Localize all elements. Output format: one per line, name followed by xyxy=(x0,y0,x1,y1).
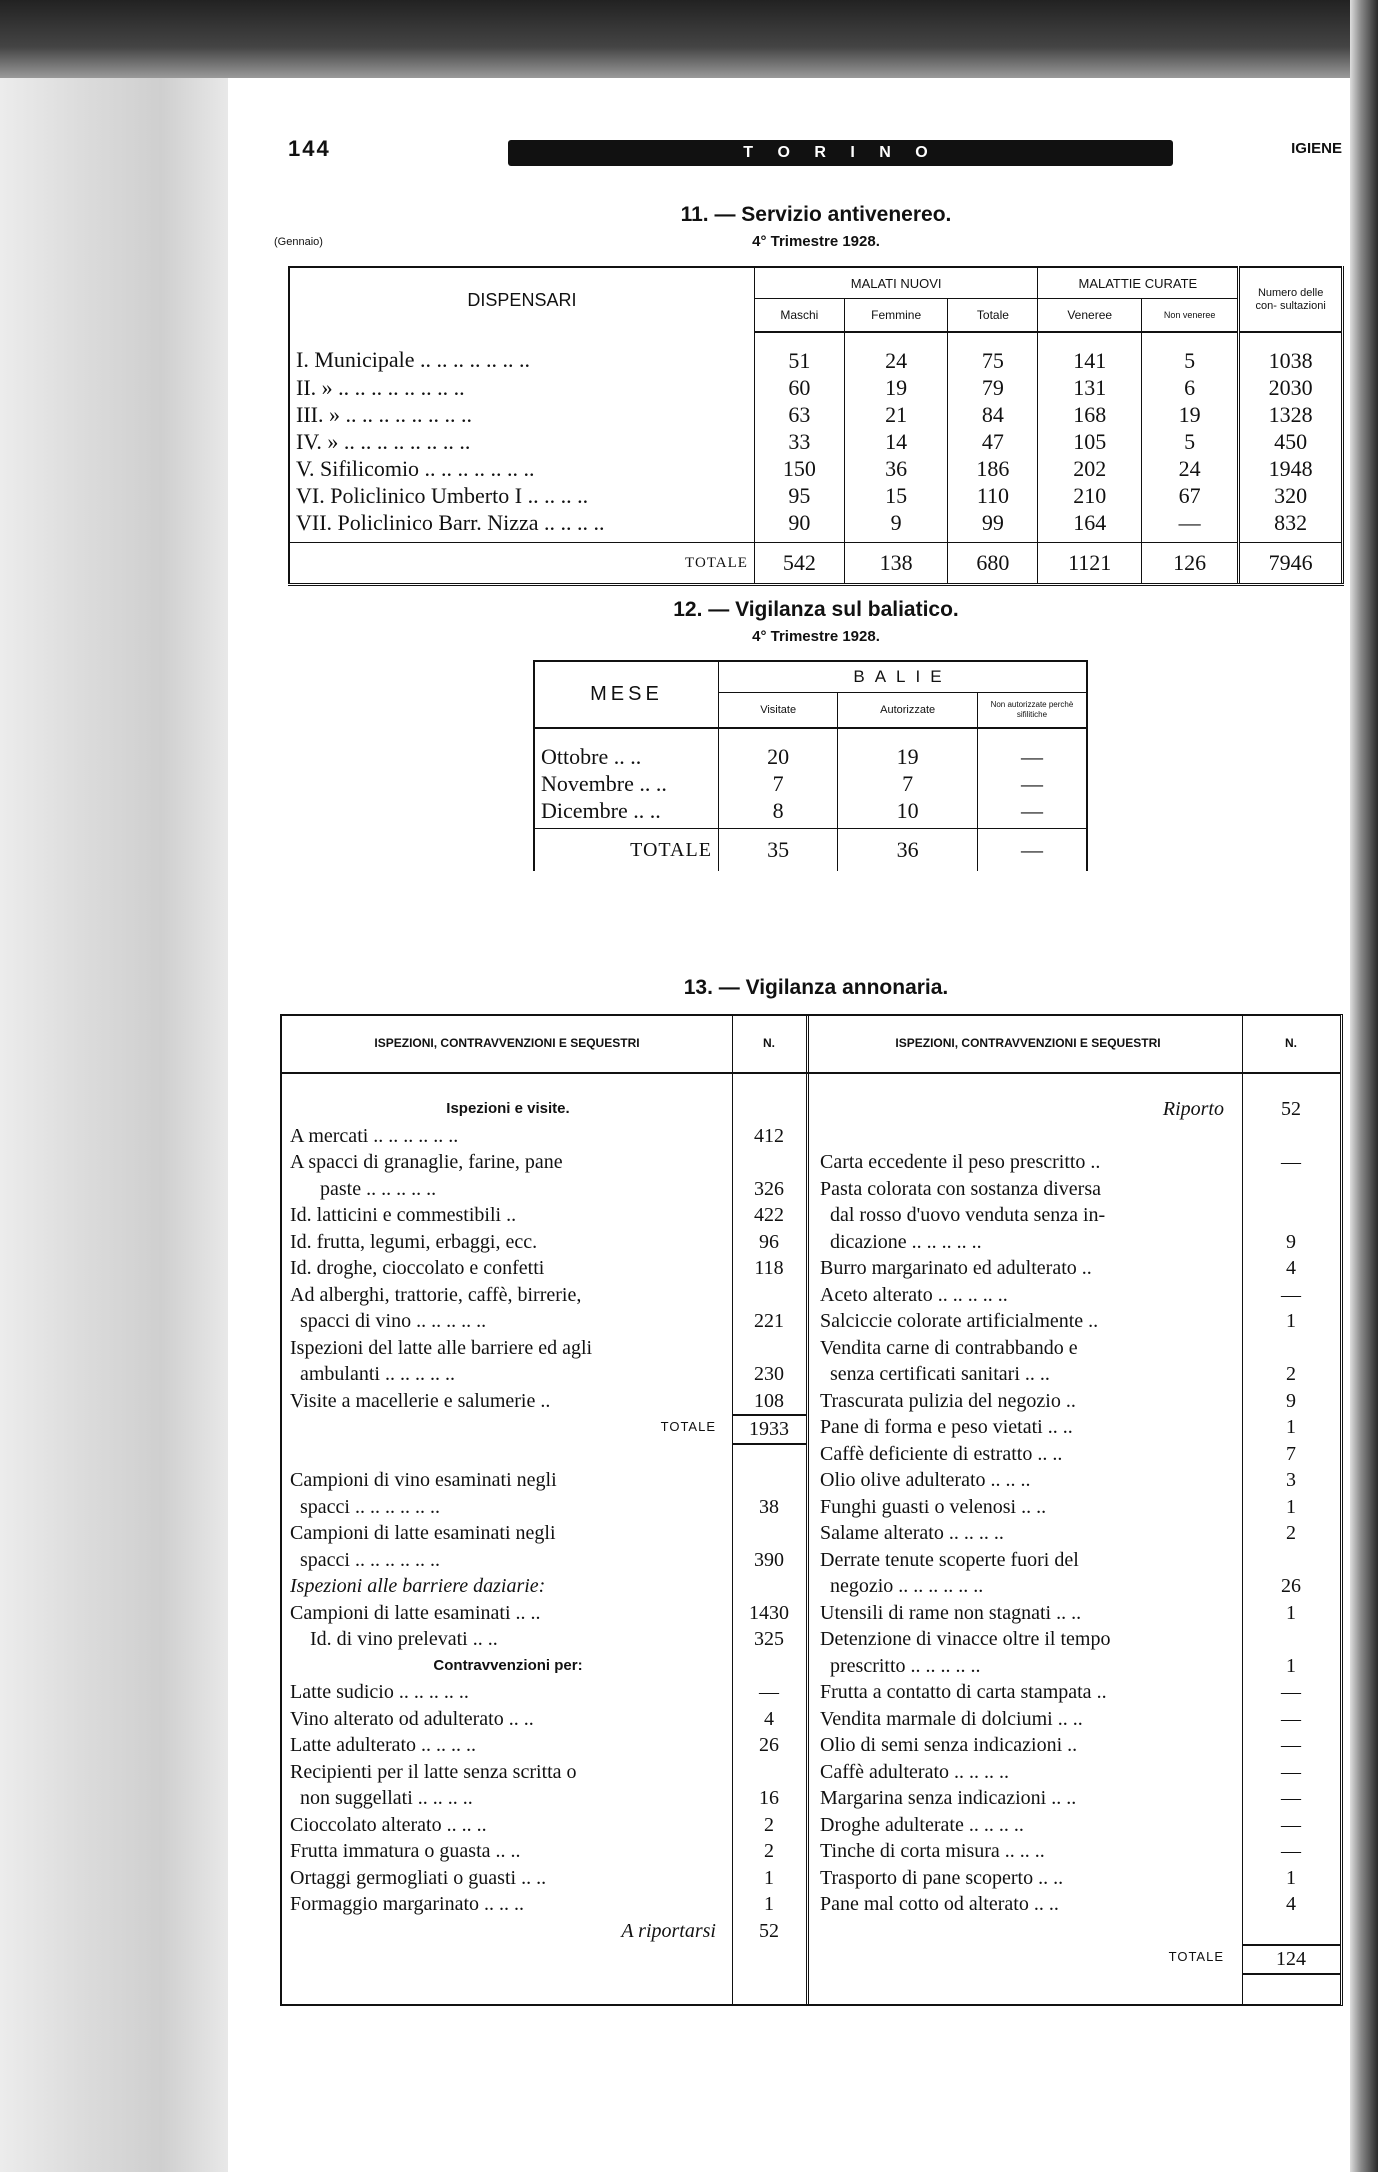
list-item-value: 108 xyxy=(754,1389,784,1412)
list-heading: Ispezioni e visite. xyxy=(446,1100,570,1117)
list-item-value: 52 xyxy=(1281,1098,1301,1120)
table-row xyxy=(289,509,1343,543)
list-item xyxy=(290,1414,806,1441)
list-item-label: Vendita marmale di dolciumi .. .. xyxy=(820,1707,1083,1730)
list-item xyxy=(290,1918,806,1945)
col-autorizzate: Autorizzate xyxy=(838,693,977,729)
cell-value: 450 xyxy=(1239,428,1343,455)
list-item-label: dicazione .. .. .. .. .. xyxy=(820,1230,982,1253)
list-item-label: Id. droghe, cioccolato e confetti xyxy=(290,1257,545,1279)
list-item-label: Caffè deficiente di estratto .. .. xyxy=(820,1442,1063,1465)
list-item xyxy=(290,1361,806,1388)
list-item-label: Id. latticini e commestibili .. xyxy=(290,1204,517,1226)
col-non-autorizzate: Non autorizzate perchè sifilitiche xyxy=(977,693,1087,729)
table-row xyxy=(534,797,1087,829)
table-row xyxy=(289,401,1343,428)
col-dispensari: DISPENSARI xyxy=(467,289,577,310)
list-item-label: Derrate tenute scoperte fuori del xyxy=(820,1548,1079,1571)
list-item xyxy=(290,1865,806,1892)
annonaria-left-list xyxy=(290,1096,806,1944)
list-item xyxy=(820,1335,1340,1362)
list-item xyxy=(820,1573,1340,1600)
total-value: 35 xyxy=(718,829,837,872)
list-item-label: ambulanti .. .. .. .. .. xyxy=(290,1363,455,1385)
list-item-value: 1933 xyxy=(732,1414,806,1445)
section-12-subtitle: 4° Trimestre 1928. xyxy=(752,628,880,645)
list-item xyxy=(820,1759,1340,1786)
section-11-title: 11. — Servizio antivenereo. xyxy=(680,203,952,226)
cell-value: 19 xyxy=(844,374,948,401)
list-item-label: Pasta colorata con sostanza diversa xyxy=(820,1177,1102,1200)
list-item-label: Latte sudicio .. .. .. .. .. xyxy=(290,1681,469,1703)
total-value: 1121 xyxy=(1038,543,1142,585)
list-item xyxy=(290,1441,806,1468)
list-item-label: A spacci di granaglie, farine, pane xyxy=(290,1151,563,1173)
list-item-value: 16 xyxy=(759,1787,779,1809)
scan-margin xyxy=(0,0,230,2172)
list-item-value: 1 xyxy=(764,1893,774,1915)
list-item-value: 2 xyxy=(764,1840,774,1862)
list-item-value: — xyxy=(1281,1283,1301,1306)
cell-value: — xyxy=(977,770,1087,797)
list-item-label: Droghe adulterate .. .. .. .. xyxy=(820,1813,1024,1836)
list-item-label: spacci .. .. .. .. .. .. xyxy=(290,1548,440,1571)
group-malattie-curate: MALATTIE CURATE xyxy=(1038,267,1239,299)
total-value: 36 xyxy=(838,829,977,872)
dispensary-label: VII. Policlinico Barr. Nizza .. .. .. .. xyxy=(289,509,754,543)
header-city: T O R I N O xyxy=(743,144,938,161)
cell-value: 79 xyxy=(948,374,1038,401)
list-item xyxy=(820,1812,1340,1839)
list-item-value: — xyxy=(759,1681,779,1703)
table-total-row xyxy=(534,829,1087,872)
list-item-label: Cioccolato alterato .. .. .. xyxy=(290,1813,487,1836)
cell-value: 99 xyxy=(948,509,1038,543)
cell-value: 60 xyxy=(754,374,844,401)
list-item-value: — xyxy=(1281,1787,1301,1809)
running-header xyxy=(228,134,1350,174)
total-value: 542 xyxy=(754,543,844,585)
list-item-label: spacci .. .. .. .. .. .. xyxy=(290,1495,440,1518)
annonaria-right-list xyxy=(820,1096,1340,1971)
list-item xyxy=(820,1149,1340,1176)
cell-value: 164 xyxy=(1038,509,1142,543)
list-item xyxy=(820,1626,1340,1653)
list-item-label: Margarina senza indicazioni .. .. xyxy=(820,1787,1077,1809)
list-item-label: Olio di semi senza indicazioni .. xyxy=(820,1734,1078,1756)
list-item xyxy=(290,1626,806,1653)
list-item xyxy=(820,1202,1340,1229)
list-item xyxy=(290,1838,806,1865)
total-label: TOTALE xyxy=(630,838,712,861)
list-item-value: 2 xyxy=(1286,1522,1296,1544)
list-item xyxy=(290,1176,806,1203)
list-item-label: Burro margarinato ed adulterato .. xyxy=(820,1257,1092,1279)
list-item-value: 2 xyxy=(764,1813,774,1836)
cell-value: — xyxy=(1142,509,1239,543)
list-item-label: Aceto alterato .. .. .. .. .. xyxy=(820,1283,1008,1306)
list-item-value: 9 xyxy=(1286,1389,1296,1412)
total-value: 138 xyxy=(844,543,948,585)
total-value: — xyxy=(977,829,1087,872)
cell-value: 95 xyxy=(754,482,844,509)
list-item-label: Caffè adulterato .. .. .. .. xyxy=(820,1760,1010,1783)
dispensary-label: II. » .. .. .. .. .. .. .. .. xyxy=(296,374,465,400)
section-13-title: 13. — Vigilanza annonaria. xyxy=(683,976,949,999)
list-item-label: Pane di forma e peso vietati .. .. xyxy=(820,1416,1073,1438)
col-visitate: Visitate xyxy=(718,693,837,729)
cell-value: 9 xyxy=(844,509,948,543)
list-item xyxy=(290,1547,806,1574)
list-item-value: 325 xyxy=(754,1628,784,1650)
list-item-label: negozio .. .. .. .. .. .. xyxy=(820,1575,984,1597)
list-item-value: — xyxy=(1281,1707,1301,1730)
list-item xyxy=(820,1123,1340,1150)
list-item-value: — xyxy=(1281,1151,1301,1173)
list-item-label: Pane mal cotto od alterato .. .. xyxy=(820,1893,1059,1915)
list-item xyxy=(290,1467,806,1494)
cell-value: 19 xyxy=(838,728,977,770)
annonaria-header xyxy=(282,1016,1340,1074)
list-item xyxy=(820,1255,1340,1282)
col-femmine: Femmine xyxy=(844,299,948,333)
cell-value: 20 xyxy=(718,728,837,770)
list-item xyxy=(290,1812,806,1839)
cell-value: 202 xyxy=(1038,455,1142,482)
list-item-value: 1 xyxy=(1286,1495,1296,1518)
table-row xyxy=(289,332,1343,374)
list-item xyxy=(290,1282,806,1309)
list-item-value: 9 xyxy=(1286,1230,1296,1253)
list-item-value: 422 xyxy=(754,1204,784,1226)
table-annonaria xyxy=(280,1014,1343,2006)
list-item-value: 412 xyxy=(754,1124,784,1147)
list-item xyxy=(290,1335,806,1362)
list-item-label: prescritto .. .. .. .. .. xyxy=(820,1654,981,1677)
table-row xyxy=(289,374,1343,401)
document-page xyxy=(228,78,1350,2172)
cell-value: 75 xyxy=(948,332,1038,374)
cell-value: 7 xyxy=(718,770,837,797)
list-item xyxy=(290,1732,806,1759)
list-item-label: Funghi guasti o velenosi .. .. xyxy=(820,1495,1047,1518)
cell-value: 36 xyxy=(844,455,948,482)
list-item xyxy=(820,1838,1340,1865)
list-item-value: 52 xyxy=(759,1919,779,1942)
cell-value: 67 xyxy=(1142,482,1239,509)
corner-note: (Gennaio) xyxy=(274,236,323,248)
total-value: 7946 xyxy=(1239,543,1343,585)
list-item-label: non suggellati .. .. .. .. xyxy=(290,1787,473,1809)
list-item-label: Frutta immatura o guasta .. .. xyxy=(290,1840,521,1862)
list-item xyxy=(820,1547,1340,1574)
list-item xyxy=(820,1308,1340,1335)
col-non-veneree: Non veneree xyxy=(1142,299,1239,333)
cell-value: 1948 xyxy=(1239,455,1343,482)
list-item xyxy=(820,1441,1340,1468)
list-item xyxy=(290,1520,806,1547)
list-item-label: Carta eccedente il peso prescritto .. xyxy=(820,1151,1101,1173)
cell-value: 10 xyxy=(838,797,977,829)
list-item xyxy=(820,1414,1340,1441)
scan-right-shadow xyxy=(1350,0,1378,2172)
list-item-label: Utensili di rame non stagnati .. .. xyxy=(820,1601,1082,1624)
cell-value: 1328 xyxy=(1239,401,1343,428)
total-value: 126 xyxy=(1142,543,1239,585)
col-head-right: ISPEZIONI, CONTRAVVENZIONI E SEQUESTRI xyxy=(895,1036,1161,1050)
total-label: TOTALE xyxy=(1168,1949,1224,1964)
header-band xyxy=(508,140,1173,166)
list-item xyxy=(290,1891,806,1918)
list-item-label: Salame alterato .. .. .. .. xyxy=(820,1522,1004,1544)
list-item-value: 7 xyxy=(1286,1442,1296,1465)
cell-value: 141 xyxy=(1038,332,1142,374)
cell-value: 1038 xyxy=(1239,332,1343,374)
col-numero-consultazioni: Numero delle con- sultazioni xyxy=(1239,267,1343,332)
total-label: TOTALE xyxy=(289,543,754,585)
col-mese: MESE xyxy=(534,661,718,728)
list-item xyxy=(290,1679,806,1706)
list-item-value: 4 xyxy=(1286,1893,1296,1915)
list-item-value: 326 xyxy=(754,1177,784,1200)
month-label: Dicembre .. .. xyxy=(534,797,718,829)
list-item-label: senza certificati sanitari .. .. xyxy=(820,1363,1050,1385)
list-item xyxy=(820,1229,1340,1256)
table-row xyxy=(289,482,1343,509)
dispensary-label: III. » .. .. .. .. .. .. .. .. xyxy=(296,401,472,427)
total-label: TOTALE xyxy=(660,1419,716,1434)
list-item-value: 4 xyxy=(1286,1257,1296,1279)
table-row xyxy=(534,728,1087,770)
list-item xyxy=(820,1494,1340,1521)
dispensary-label: I. Municipale .. .. .. .. .. .. .. xyxy=(296,347,531,372)
list-item-value: 230 xyxy=(754,1363,784,1385)
scan-top-shadow xyxy=(0,0,1378,78)
list-item-label: dal rosso d'uovo venduta senza in- xyxy=(820,1204,1106,1226)
list-item-label: Recipienti per il latte senza scritta o xyxy=(290,1760,577,1783)
list-item xyxy=(820,1679,1340,1706)
cell-value: 832 xyxy=(1239,509,1343,543)
cell-value: 24 xyxy=(844,332,948,374)
list-item xyxy=(820,1785,1340,1812)
list-item-label: Ad alberghi, trattorie, caffè, birrerie, xyxy=(290,1283,582,1306)
cell-value: — xyxy=(977,728,1087,770)
cell-value: 168 xyxy=(1038,401,1142,428)
list-item-label: Tinche di corta misura .. .. .. xyxy=(820,1840,1045,1862)
table-row xyxy=(289,428,1343,455)
list-item-label: Detenzione di vinacce oltre il tempo xyxy=(820,1628,1111,1650)
list-item-label: Campioni di latte esaminati negli xyxy=(290,1522,556,1544)
list-item-value: 1 xyxy=(764,1866,774,1889)
list-item-value: 1430 xyxy=(749,1601,789,1624)
cell-value: 24 xyxy=(1142,455,1239,482)
list-item xyxy=(820,1653,1340,1680)
list-item-value: 124 xyxy=(1242,1944,1340,1975)
table-row xyxy=(534,770,1087,797)
dispensary-label: V. Sifilicomio .. .. .. .. .. .. .. xyxy=(296,455,535,481)
list-item xyxy=(290,1759,806,1786)
month-label: Ottobre .. .. xyxy=(541,743,642,769)
list-item xyxy=(820,1467,1340,1494)
list-item-label: A mercati .. .. .. .. .. .. xyxy=(290,1124,459,1147)
list-item-value: 221 xyxy=(754,1310,784,1332)
cell-value: 51 xyxy=(754,332,844,374)
list-item-label: Formaggio margarinato .. .. .. xyxy=(290,1893,525,1915)
carry-label: A riportarsi xyxy=(621,1919,716,1942)
list-item xyxy=(820,1388,1340,1415)
dispensary-label: IV. » .. .. .. .. .. .. .. .. xyxy=(296,428,471,454)
list-item-value: 26 xyxy=(759,1734,779,1756)
table-total-row xyxy=(289,543,1343,585)
list-item xyxy=(290,1229,806,1256)
cell-value: 5 xyxy=(1142,332,1239,374)
list-item-label: Trascurata pulizia del negozio .. xyxy=(820,1389,1076,1412)
list-item xyxy=(290,1123,806,1150)
cell-value: — xyxy=(977,797,1087,829)
list-item-value: 4 xyxy=(764,1707,774,1730)
list-item-label: Frutta a contatto di carta stampata .. xyxy=(820,1681,1107,1703)
list-item-label: Id. frutta, legumi, erbaggi, ecc. xyxy=(290,1230,538,1253)
list-item xyxy=(820,1520,1340,1547)
list-item-label: Salciccie colorate artificialmente .. xyxy=(820,1310,1099,1332)
cell-value: 110 xyxy=(948,482,1038,509)
cell-value: 7 xyxy=(838,770,977,797)
cell-value: 320 xyxy=(1239,482,1343,509)
group-malati-nuovi: MALATI NUOVI xyxy=(754,267,1037,299)
cell-value: 15 xyxy=(844,482,948,509)
list-item-label: Campioni di vino esaminati negli xyxy=(290,1469,557,1491)
list-item xyxy=(820,1944,1340,1971)
table-row xyxy=(289,455,1343,482)
column-rule xyxy=(806,1016,809,2004)
list-item-value: 3 xyxy=(1286,1469,1296,1491)
cell-value: 14 xyxy=(844,428,948,455)
list-item xyxy=(290,1096,806,1123)
list-item-label: Campioni di latte esaminati .. .. xyxy=(290,1601,541,1624)
cell-value: 63 xyxy=(754,401,844,428)
cell-value: 8 xyxy=(718,797,837,829)
col-n-right: N. xyxy=(1285,1036,1297,1050)
list-item-value: 390 xyxy=(754,1548,784,1571)
list-item-label: Latte adulterato .. .. .. .. xyxy=(290,1734,477,1756)
list-item-label: Vendita carne di contrabbando e xyxy=(820,1336,1078,1359)
carry-label: Riporto xyxy=(1162,1098,1224,1120)
list-item xyxy=(290,1600,806,1627)
list-item-value: 96 xyxy=(759,1230,779,1253)
total-value: 680 xyxy=(948,543,1038,585)
list-item-value: 2 xyxy=(1286,1363,1296,1385)
cell-value: 21 xyxy=(844,401,948,428)
list-item-value: 26 xyxy=(1281,1575,1301,1597)
list-item-label: spacci di vino .. .. .. .. .. xyxy=(290,1310,487,1332)
list-item xyxy=(820,1176,1340,1203)
list-item-label: Olio olive adulterato .. .. .. xyxy=(820,1469,1031,1491)
cell-value: 6 xyxy=(1142,374,1239,401)
section-11-subtitle: 4° Trimestre 1928. xyxy=(752,233,880,250)
list-item xyxy=(290,1308,806,1335)
dispensary-label: VI. Policlinico Umberto I .. .. .. .. xyxy=(296,482,589,508)
list-item xyxy=(820,1096,1340,1123)
cell-value: 33 xyxy=(754,428,844,455)
list-item-label: Ortaggi germogliati o guasti .. .. xyxy=(290,1866,547,1889)
list-item-label: Visite a macellerie e salumerie .. xyxy=(290,1389,551,1412)
list-item xyxy=(290,1388,806,1415)
group-balie: BALIE xyxy=(718,661,1087,693)
cell-value: 5 xyxy=(1142,428,1239,455)
list-item-value: — xyxy=(1281,1734,1301,1756)
cell-value: 90 xyxy=(754,509,844,543)
month-label: Novembre .. .. xyxy=(541,770,667,796)
col-head-left: ISPEZIONI, CONTRAVVENZIONI E SEQUESTRI xyxy=(374,1036,640,1050)
cell-value: 47 xyxy=(948,428,1038,455)
list-heading: Contravvenzioni per: xyxy=(433,1656,583,1674)
list-item xyxy=(290,1706,806,1733)
list-item-label: Id. di vino prelevati .. .. xyxy=(290,1628,498,1650)
col-n-left: N. xyxy=(763,1036,775,1050)
list-item xyxy=(290,1494,806,1521)
list-item-label: paste .. .. .. .. .. xyxy=(290,1177,437,1200)
list-item xyxy=(820,1600,1340,1627)
cell-value: 131 xyxy=(1038,374,1142,401)
list-item-value: — xyxy=(1281,1813,1301,1836)
list-item-label: Trasporto di pane scoperto .. .. xyxy=(820,1866,1064,1889)
page-number: 144 xyxy=(288,136,331,161)
list-item-label: Vino alterato od adulterato .. .. xyxy=(290,1707,534,1730)
list-item xyxy=(820,1282,1340,1309)
list-item-value: 1 xyxy=(1286,1654,1296,1677)
list-item-value: 38 xyxy=(759,1495,779,1518)
list-item xyxy=(290,1202,806,1229)
cell-value: 2030 xyxy=(1239,374,1343,401)
list-heading-italic: Ispezioni alle barriere daziarie: xyxy=(290,1575,546,1597)
list-item xyxy=(290,1149,806,1176)
list-item-value: 1 xyxy=(1286,1601,1296,1624)
cell-value: 84 xyxy=(948,401,1038,428)
list-item xyxy=(290,1573,806,1600)
table-antivenereo xyxy=(288,266,1344,586)
cell-value: 150 xyxy=(754,455,844,482)
cell-value: 19 xyxy=(1142,401,1239,428)
list-item xyxy=(820,1891,1340,1918)
list-item-value: 1 xyxy=(1286,1416,1296,1438)
list-item xyxy=(820,1361,1340,1388)
list-item-label: Ispezioni del latte alle barriere ed agli xyxy=(290,1336,593,1359)
cell-value: 210 xyxy=(1038,482,1142,509)
list-item-value: — xyxy=(1281,1840,1301,1862)
section-12-title: 12. — Vigilanza sul baliatico. xyxy=(673,598,959,621)
list-item xyxy=(820,1732,1340,1759)
col-totale: Totale xyxy=(948,299,1038,333)
cell-value: 105 xyxy=(1038,428,1142,455)
col-veneree: Veneree xyxy=(1038,299,1142,333)
table-baliatico xyxy=(533,660,1088,871)
list-item-value: 1 xyxy=(1286,1310,1296,1332)
list-item-value: — xyxy=(1281,1681,1301,1703)
cell-value: 186 xyxy=(948,455,1038,482)
list-item xyxy=(290,1255,806,1282)
col-maschi: Maschi xyxy=(754,299,844,333)
list-item-value: — xyxy=(1281,1760,1301,1783)
list-item xyxy=(290,1653,806,1680)
list-item-value: 1 xyxy=(1286,1866,1296,1889)
list-item xyxy=(820,1918,1340,1945)
list-item-value: 118 xyxy=(754,1257,784,1279)
list-item xyxy=(290,1785,806,1812)
list-item xyxy=(820,1865,1340,1892)
list-item xyxy=(820,1706,1340,1733)
header-section: IGIENE xyxy=(1291,140,1342,157)
